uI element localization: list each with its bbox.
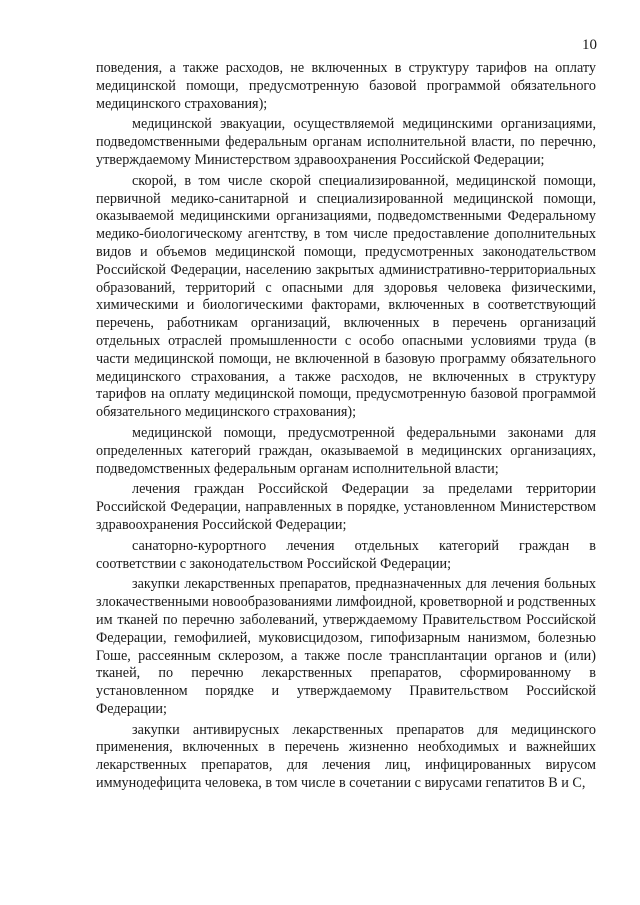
paragraph-drug-procurement: закупки лекарственных препаратов, предназначенных для лечения больных злокачественными новообразованиями лимфоидной, кроветворной и родственных им тканей по перечню заболеваний, утверждаемому Правительством Российской Федерации, гемофилией, муковисцидозом, гипофизарным нанизмом, болезнью Гоше, рассеянным склерозом, а также после трансплантации органов и (или) тканей, по перечню лекарственных препаратов, сформированному в установленном порядке и утверждаемому Правительством Российской Федерации; (96, 576, 596, 717)
paragraph-antiviral-procurement: закупки антивирусных лекарственных препаратов для медицинского применения, включенных в перечень жизненно необходимых и важнейших лекарственных препаратов, для лечения лиц, инфицированных вирусом иммунодефицита человека, в том числе в сочетании с вирусами гепатитов В и С, (96, 721, 596, 792)
paragraph-emergency-care: скорой, в том числе скорой специализированной, медицинской помощи, первичной медико-санитарной и специализированной медицинской помощи, оказываемой медицинскими организациями, подведомственными Федеральному медико-биологическому агентству, в том числе предоставление дополнительных видов и объемов медицинской помощи, предусмотренных законодательством Российской Федерации, населению закрытых административно-территориальных образований, территорий с опасными для здоровья человека физическими, химическими и биологическими факторами, включенных в соответствующий перечень, работникам организаций, включенных в перечень организаций отдельных отраслей промышленности с особо опасными условиями труда (в части медицинской помощи, не включенной в базовую программу обязательного медицинского страхования, а также расходов, не включенных в структуру тарифов на оплату медицинской помощи, предусмотренную базовой программой обязательного медицинского страхования); (96, 172, 596, 421)
paragraph-medical-evacuation: медицинской эвакуации, осуществляемой медицинскими организациями, подведомственными федеральным органам исполнительной власти, по перечню, утверждаемому Министерством здравоохранения Российской Федерации; (96, 116, 596, 168)
paragraph-sanatorium: санаторно-курортного лечения отдельных категорий граждан в соответствии с законодательством Российской Федерации; (96, 537, 596, 572)
page-number: 10 (582, 37, 597, 53)
paragraph-federal-law-care: медицинской помощи, предусмотренной федеральными законами для определенных категорий граждан, оказываемой в медицинских организациях, подведомственных федеральным органам исполнительной власти; (96, 424, 596, 477)
paragraph-treatment-abroad: лечения граждан Российской Федерации за пределами территории Российской Федерации, направленных в порядке, установленном Министерством здравоохранения Российской Федерации; (96, 481, 596, 533)
document-body (96, 60, 596, 796)
paragraph-continued: поведения, а также расходов, не включенных в структуру тарифов на оплату медицинской помощи, предусмотренную базовой программой обязательного медицинского страхования); (96, 60, 596, 112)
